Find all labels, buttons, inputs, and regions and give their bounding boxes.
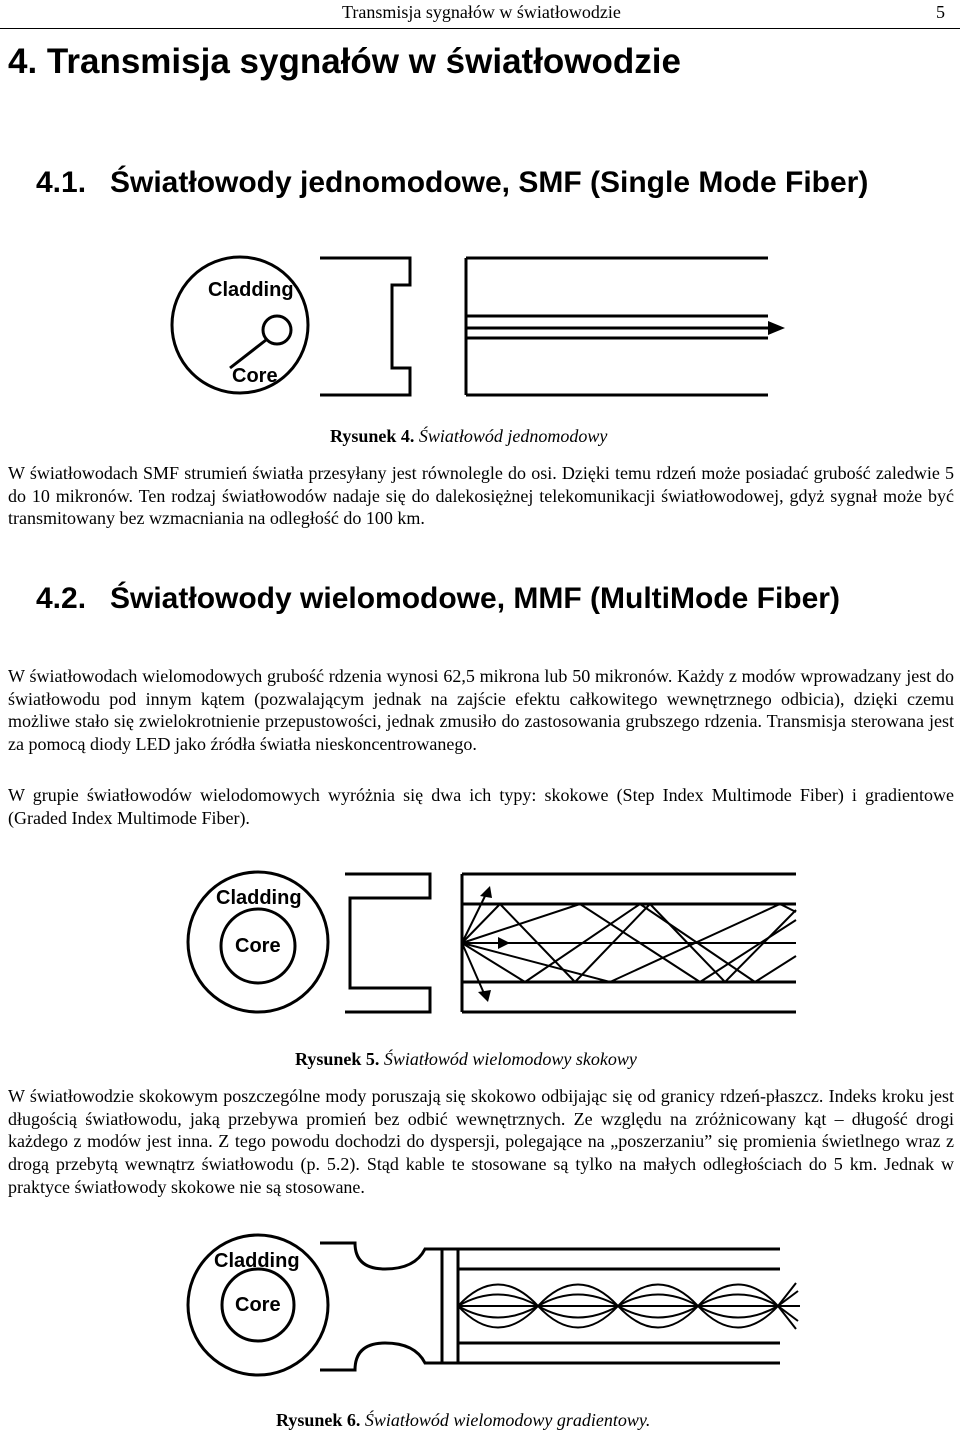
arrow-head xyxy=(768,321,785,335)
running-title: Transmisja sygnałów w światłowodzie xyxy=(342,2,621,22)
curved-rays xyxy=(458,1283,800,1329)
caption-text: Światłowód wielomodowy skokowy xyxy=(383,1049,637,1069)
fiber-end-profile-top xyxy=(320,1243,442,1269)
figure-4-caption xyxy=(330,426,607,447)
figure-step-index-fiber xyxy=(180,860,820,1030)
section-number: 4.1. xyxy=(36,166,87,199)
chapter-title: 4. Transmisja sygnałów w światłowodzie xyxy=(8,42,681,81)
core-circle xyxy=(263,316,291,344)
caption-text: Światłowód jednomodowy xyxy=(418,426,608,446)
running-header xyxy=(0,2,960,26)
paragraph-mmf: W światłowodach wielomodowych grubość rdzenia wynosi 62,5 mikrona lub 50 mikronów. Każdy z modów wprowadzany jest do światłowodu pod innym kątem (pozwalającym jednak na zajście efektu całkowitego wewnętrznego odbicia), dzięki czemu możliwe stało się zwielokrotnienie przepustowości, jednak zmusiło do zastosowania grubszego rdzenia. Transmisja sterowana jest za pomocą diody LED jako źródła światła nieskoncentrowanego. xyxy=(8,666,954,755)
fiber-end-profile-bottom xyxy=(320,1343,442,1370)
cladding-label: Cladding xyxy=(214,1250,300,1272)
figure-6-caption xyxy=(276,1410,650,1431)
core-pointer xyxy=(230,340,266,368)
caption-label: Rysunek 4. xyxy=(330,426,415,446)
section-number: 4.2. xyxy=(36,582,87,615)
figure-graded-index-fiber xyxy=(180,1225,810,1395)
caption-label: Rysunek 5. xyxy=(295,1049,380,1069)
core-label: Core xyxy=(232,365,278,387)
paragraph-smf: W światłowodach SMF strumień światła przesyłany jest równolegle do osi. Dzięki temu rdzeń może posiadać grubość zaledwie 5 do 10 mikronów. Ten rodzaj światłowodów nadaje się do dalekosiężnej telekomunikacji światłowodowej, gdyż sygnał może być transmitowany bez wzmacniania na odległość do 100 km. xyxy=(8,463,954,529)
caption-text: Światłowód wielomodowy gradientowy. xyxy=(364,1410,651,1430)
core-label: Core xyxy=(235,1294,281,1316)
section-title: Światłowody wielomodowe, MMF (MultiMode Fiber) xyxy=(110,582,840,615)
figure-single-mode-fiber xyxy=(170,240,800,410)
section-heading-4-2 xyxy=(36,582,840,616)
fiber-end-profile xyxy=(320,258,410,395)
fiber-end-profile xyxy=(345,874,430,1012)
paragraph-mmf-types: W grupie światłowodów wielodomowych wyróżnia się dwa ich typy: skokowe (Step Index Multimode Fiber) i gradientowe (Graded Index Multimode Fiber). xyxy=(8,785,954,828)
section-heading-4-1 xyxy=(36,166,868,200)
header-rule xyxy=(0,28,960,29)
cladding-label: Cladding xyxy=(216,887,302,909)
core-label: Core xyxy=(235,935,281,957)
caption-label: Rysunek 6. xyxy=(276,1410,361,1430)
paragraph-step-index: W światłowodzie skokowym poszczególne mody poruszają się skokowo odbijając się od granicy rdzeń-płaszcz. Indeks kroku jest długością światłowodu, jaką przebywa promień bez odbić wewnętrznych. Ze względu na zróżnicowany kąt – długość drogi każdego z modów jest inna. Z tego powodu dochodzi do dyspersji, polegające na „poszerzaniu” się promienia świetlnego wraz z drogą przebytą wewnątrz światłowodu (p. 5.2). Stąd kable te stosowane są tylko na małych odległościach do 5 km. Jednak w praktyce światłowody skokowe nie są stosowane. xyxy=(8,1086,954,1197)
page-number: 5 xyxy=(936,2,945,22)
section-title: Światłowody jednomodowe, SMF (Single Mode Fiber) xyxy=(110,166,869,199)
figure-5-caption xyxy=(295,1049,637,1070)
cladding-label: Cladding xyxy=(208,279,294,301)
